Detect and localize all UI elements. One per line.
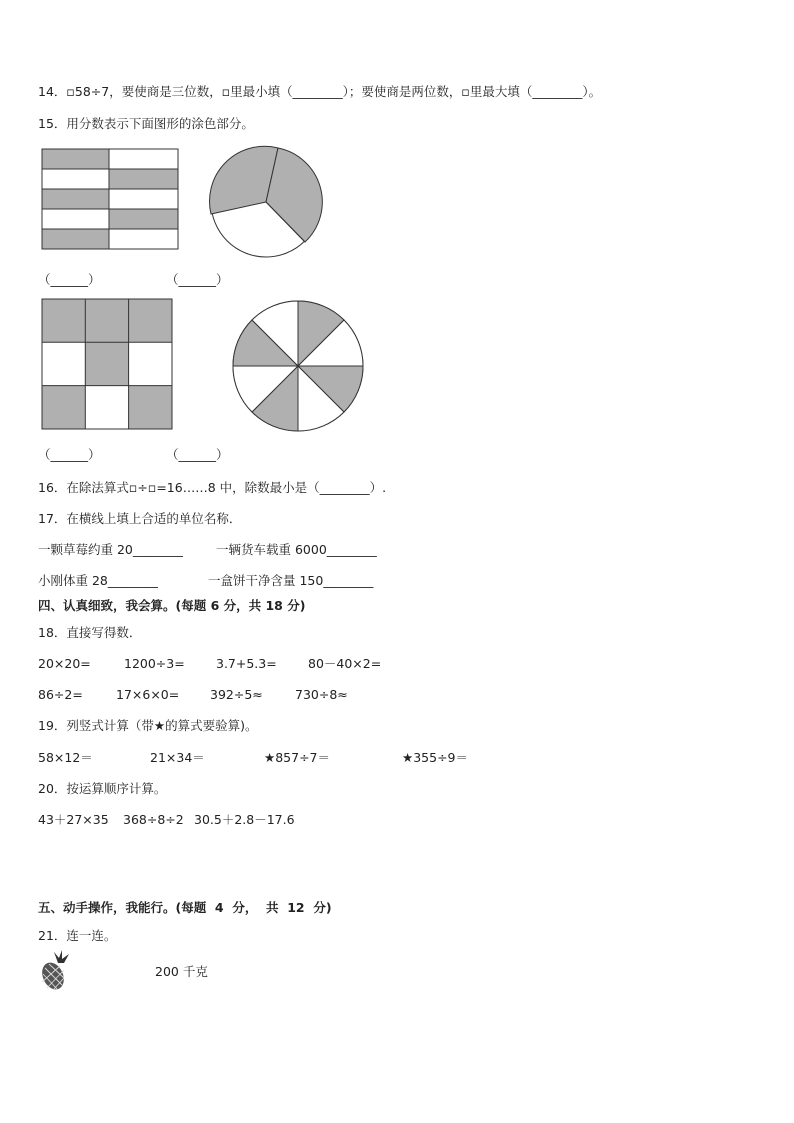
q17-item-2: 一辆货车载重 6000________: [216, 542, 377, 557]
q18-r1-2: 1200÷3=: [124, 656, 185, 671]
q18-r2-2: 17×6×0=: [116, 687, 180, 702]
q19-item-4: ★355÷9＝: [402, 750, 468, 765]
q17-item-4: 一盒饼干净含量 150________: [208, 573, 374, 588]
shaded-circle-eighths-figure: [231, 299, 365, 433]
q18-r2-4: 730÷8≈: [295, 687, 348, 702]
section-4-heading: 四、认真细致，我会算。(每题 6 分，共 18 分): [38, 598, 306, 613]
q18-r1-1: 20×20=: [38, 656, 91, 671]
answer-blank-1[interactable]: （______）: [38, 272, 101, 287]
q17-item-1: 一颗草莓约重 20________: [38, 542, 183, 557]
q18-r1-4: 80－40×2=: [308, 656, 382, 671]
q19-item-3: ★857÷7＝: [264, 750, 330, 765]
shaded-circle-thirds-figure: [208, 144, 324, 260]
q21-label-weight: 200 千克: [155, 964, 208, 979]
question-20: 20．按运算顺序计算。: [38, 781, 167, 796]
q19-item-1: 58×12＝: [38, 750, 93, 765]
answer-blank-3[interactable]: （______）: [38, 447, 101, 462]
question-19: 19．列竖式计算（带★的算式要验算)。: [38, 718, 258, 733]
shaded-rectangle-figure: [41, 148, 181, 252]
q17-item-3: 小刚体重 28________: [38, 573, 158, 588]
q20-item-3: 30.5＋2.8－17.6: [194, 812, 295, 827]
answer-blank-2[interactable]: （______）: [166, 272, 229, 287]
pineapple-icon: [38, 950, 72, 992]
q18-r2-1: 86÷2=: [38, 687, 83, 702]
answer-blank-4[interactable]: （______）: [166, 447, 229, 462]
question-16: 16．在除法算式▫÷▫=16……8 中，除数最小是（________）.: [38, 480, 387, 495]
q18-r1-3: 3.7+5.3=: [216, 656, 277, 671]
q19-item-2: 21×34＝: [150, 750, 205, 765]
q18-r2-3: 392÷5≈: [210, 687, 263, 702]
question-17: 17．在横线上填上合适的单位名称．: [38, 511, 242, 526]
q20-item-2: 368÷8÷2: [123, 812, 184, 827]
question-14: 14．▫58÷7，要使商是三位数，▫里最小填（________）；要使商是两位数，▫里最大填（________）。: [38, 84, 602, 99]
section-5-heading: 五、动手操作，我能行。(每题 4 分， 共 12 分): [38, 900, 332, 915]
question-18: 18．直接写得数．: [38, 625, 142, 640]
shaded-grid-figure: [41, 298, 175, 432]
question-15: 15．用分数表示下面图形的涂色部分。: [38, 116, 254, 131]
question-21: 21．连一连。: [38, 928, 117, 943]
q20-item-1: 43＋27×35: [38, 812, 109, 827]
